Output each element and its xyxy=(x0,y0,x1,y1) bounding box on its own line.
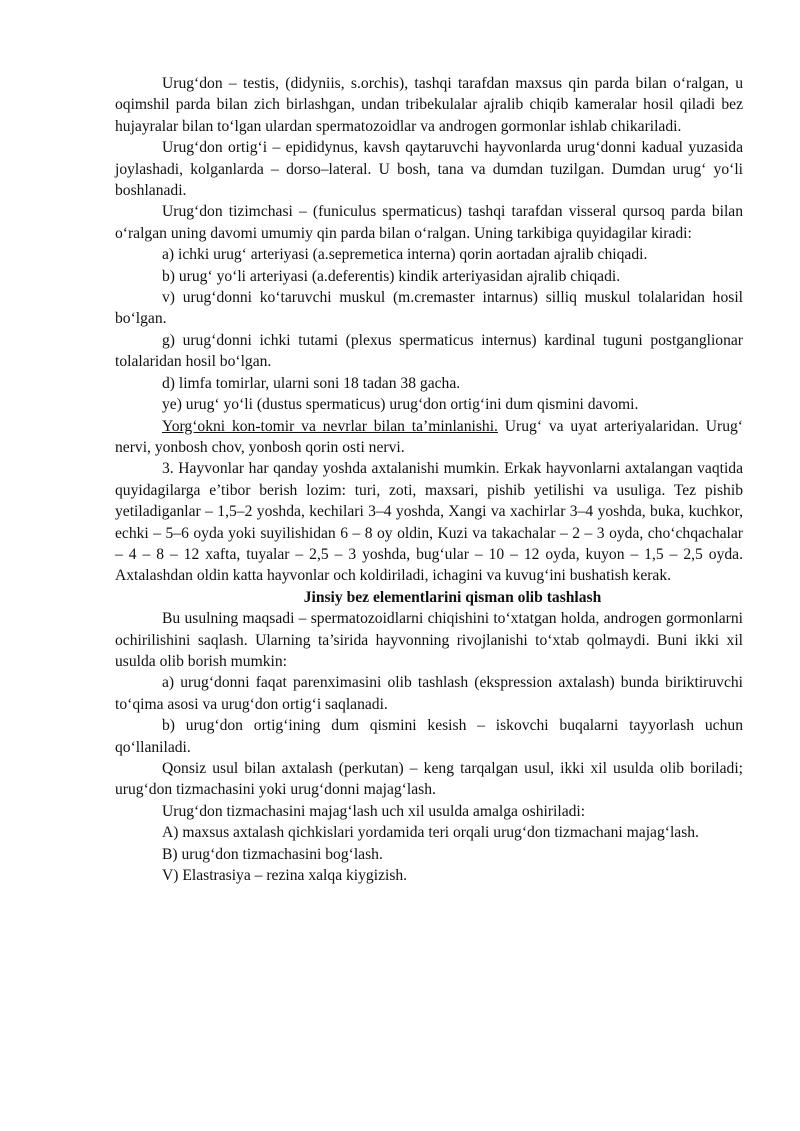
list-item-g: g) urug‘donni ichki tutami (plexus spermaticus internus) kardinal tuguni postganglionar tolalaridan hosil bo‘lgan. xyxy=(115,331,743,371)
paragraph-spermatic-cord: Urug‘don tizimchasi – (funiculus spermaticus) tashqi tarafdan visseral qursoq parda bilan o‘ralgan uning davomi umumiy qin parda bilan o‘ralgan. Uning tarkibiga quyidagilar kiradi: xyxy=(115,203,743,242)
section-heading: Jinsiy bez elementlarini qisman olib tashlash xyxy=(303,588,602,606)
paragraph-epididymis: Urug‘don ortig‘i – epididynus, kavsh qaytaruvchi hayvonlarda urug‘donni kadual yuzasida joylashadi, kolganlarda – dorso–lateral. U bosh, tana va dumdan tuzilgan. Dumdan urug‘ yo‘li boshlanadi. xyxy=(115,139,743,200)
paragraph-testis: Urug‘don – testis, (didyniis, s.orchis), tashqi tarafdan maxsus qin parda bilan o‘ralgan, u oqimshil parda bilan zich birlashgan, undan tribekulalar ajralib chiqib kameralar hosil qiladi bez hujayralar bilan to‘lgan ulardan spermatozoidlar va androgen gormonlar ishlab chikariladi. xyxy=(115,75,743,135)
list-item-ye: ye) urug‘ yo‘li (dustus spermaticus) urug‘don ortig‘ini dum qismini davomi. xyxy=(162,396,639,414)
blood-supply-heading: Yorg‘okni kon-tomir va nevrlar bilan ta’minlanishi. xyxy=(162,417,498,435)
paragraph-blood-supply xyxy=(115,416,743,459)
paragraph-bloodless: Qonsiz usul bilan axtalash (perkutan) – keng tarqalgan usul, ikki xil usulda olib boriladi; urug‘don tizmachasini yoki urug‘donni majag‘lash. xyxy=(115,760,743,799)
list-item-b: b) urug‘ yo‘li arteriyasi (a.deferentis) kindik arteriyasidan ajralib chiqadi. xyxy=(162,267,621,285)
method-item-a: a) urug‘donni faqat parenximasini olib tashlash (ekspression axtalash) bunda biriktiruvchi to‘qima asosi va urug‘don ortig‘i saqlanadi. xyxy=(115,674,743,713)
paragraph-method-purpose: Bu usulning maqsadi – spermatozoidlarni chiqishini to‘xtatgan holda, androgen gormonlarni ochirilishini saqlash. Ularning ta’sirida hayvonning rivojlanishi to‘xtab qolmaydi. Buni ikki xil usulda olib borish mumkin: xyxy=(115,610,743,670)
paragraph-crushing-methods: Urug‘don tizmachasini majag‘lash uch xil usulda amalga oshiriladi: xyxy=(162,802,586,820)
crushing-item-a: A) maxsus axtalash qichkislari yordamida teri orqali urug‘don tizmachani majag‘lash. xyxy=(162,824,699,842)
document-page xyxy=(115,73,743,886)
paragraph-castration-age: 3. Hayvonlar har qanday yoshda axtalanishi mumkin. Erkak hayvonlarni axtalangan vaqtida quyidagilarga e’tibor berish lozim: turi, zoti, maxsari, pishib yetilishi va usuliga. Tez pishib yetiladiganlar – 1,5–2 yoshda, kechilari 3–4 yoshda, Xangi va xachirlar 3–4 yoshda, buka, kuchkor, echki – 5–6 oyda yoki suyilishidan 6 – 8 oy oldin, Kuzi va takachalar – 2 – 3 oyda, cho‘chqachalar – 4 – 8 – 12 xafta, tuyalar – 2,5 – 3 yoshda, bug‘ular – 10 – 12 oyda, kuyon – 1,5 – 2,5 oyda. Axtalashdan oldin katta hayvonlar och koldiriladi, ichagini va kuvug‘ini bushatish kerak. xyxy=(115,460,743,585)
method-item-b: b) urug‘don ortig‘ining dum qismini kesish – iskovchi buqalarni tayyorlash uchun qo‘llaniladi. xyxy=(115,717,743,756)
blood-supply-text: Urug‘ va uyat arteriyalaridan. Urug‘ nervi, yonbosh chov, yonbosh qorin osti nervi. xyxy=(115,417,743,456)
list-item-d: d) limfa tomirlar, ularni soni 18 tadan 38 gacha. xyxy=(162,374,461,392)
list-item-a: a) ichki urug‘ arteriyasi (a.sepremetica interna) qorin aortadan ajralib chiqadi. xyxy=(162,246,648,264)
crushing-item-v: V) Elastrasiya – rezina xalqa kiygizish. xyxy=(162,867,408,885)
crushing-item-b: B) urug‘don tizmachasini bog‘lash. xyxy=(162,845,383,863)
list-item-v: v) urug‘donni ko‘taruvchi muskul (m.cremaster intarnus) silliq muskul tolalaridan hosil bo‘lgan. xyxy=(115,289,743,328)
